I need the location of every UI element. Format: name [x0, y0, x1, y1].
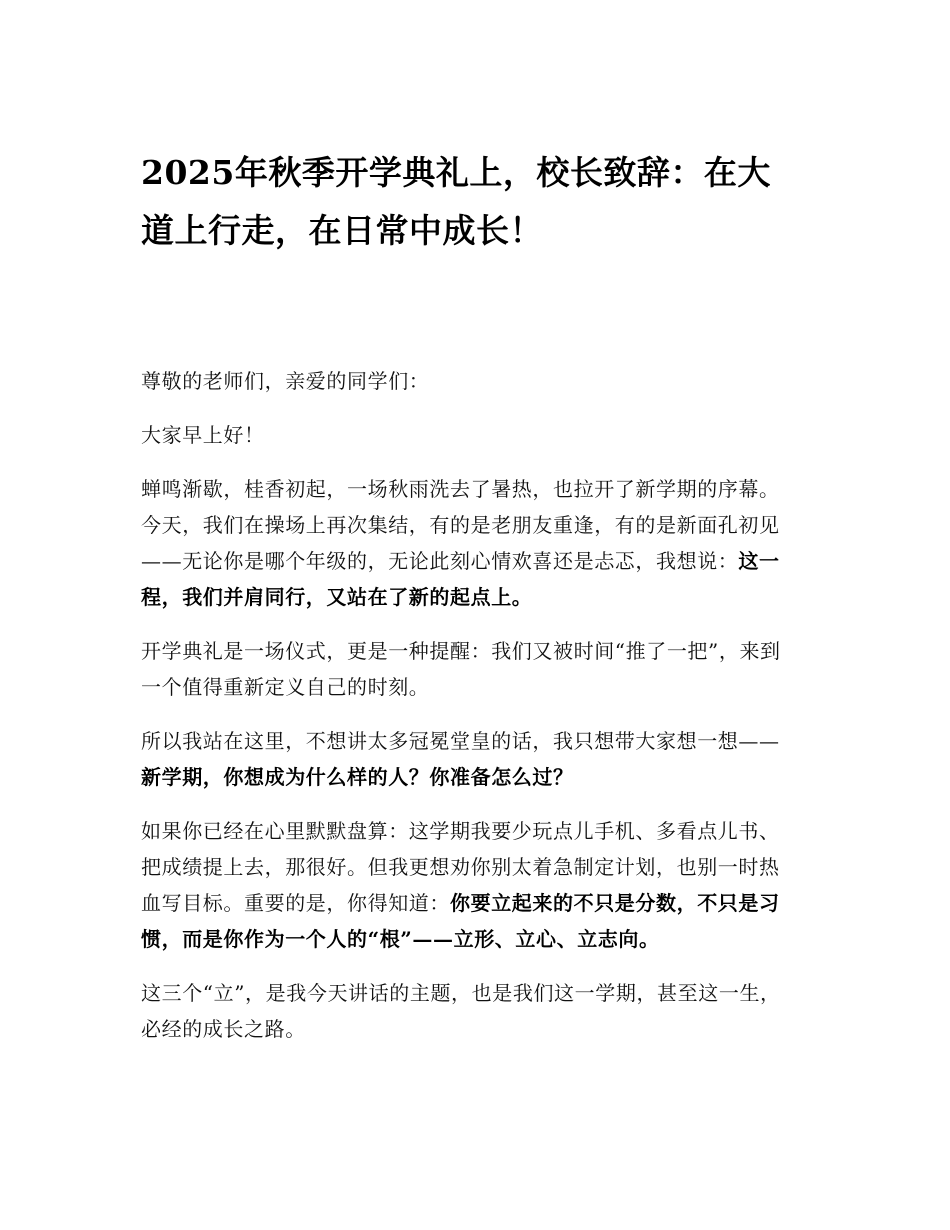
paragraph-text: 蝉鸣渐歇，桂香初起，一场秋雨洗去了暑热，也拉开了新学期的序幕。今天，我们在操场上再次集结，有的是老朋友重逢，有的是新面孔初见——无论你是哪个年级的，无论此刻心情欢喜还是忐忑，我想说： — [141, 477, 780, 573]
paragraph-text: 所以我站在这里，不想讲太多冠冕堂皇的话，我只想带大家想一想—— — [141, 729, 780, 753]
emphasis-text: 这一程，我们并肩同行，又站在了新的起点上。 — [141, 549, 780, 609]
paragraph-text: 如果你已经在心里默默盘算：这学期我要少玩点儿手机、多看点儿书、把成绩提上去，那很好。但我更想劝你别太着急制定计划，也别一时热血写目标。重要的是，你得知道： — [141, 819, 780, 915]
emphasis-text: 新学期，你想成为什么样的人？你准备怎么过？ — [141, 765, 574, 789]
document-content — [141, 144, 797, 1065]
body-paragraph — [141, 417, 797, 453]
body-paragraph — [141, 363, 797, 399]
paragraph-text: 尊敬的老师们，亲爱的同学们： — [141, 369, 430, 393]
body-paragraph — [141, 975, 797, 1047]
body-paragraph — [141, 471, 797, 615]
document-body — [141, 363, 797, 1047]
body-paragraph — [141, 813, 797, 957]
body-paragraph — [141, 633, 797, 705]
emphasis-text: 你要立起来的不只是分数，不只是习惯，而是你作为一个人的“根”——立形、立心、立志向。 — [141, 891, 780, 951]
paragraph-text: 开学典礼是一场仪式，更是一种提醒：我们又被时间“推了一把”，来到一个值得重新定义自己的时刻。 — [141, 639, 781, 699]
paragraph-text: 大家早上好！ — [141, 423, 265, 447]
body-paragraph — [141, 723, 797, 795]
document-title: 2025年秋季开学典礼上，校长致辞：在大道上行走，在日常中成长！ — [141, 153, 771, 250]
paragraph-text: 这三个“立”，是我今天讲话的主题，也是我们这一学期，甚至这一生，必经的成长之路。 — [141, 981, 781, 1041]
